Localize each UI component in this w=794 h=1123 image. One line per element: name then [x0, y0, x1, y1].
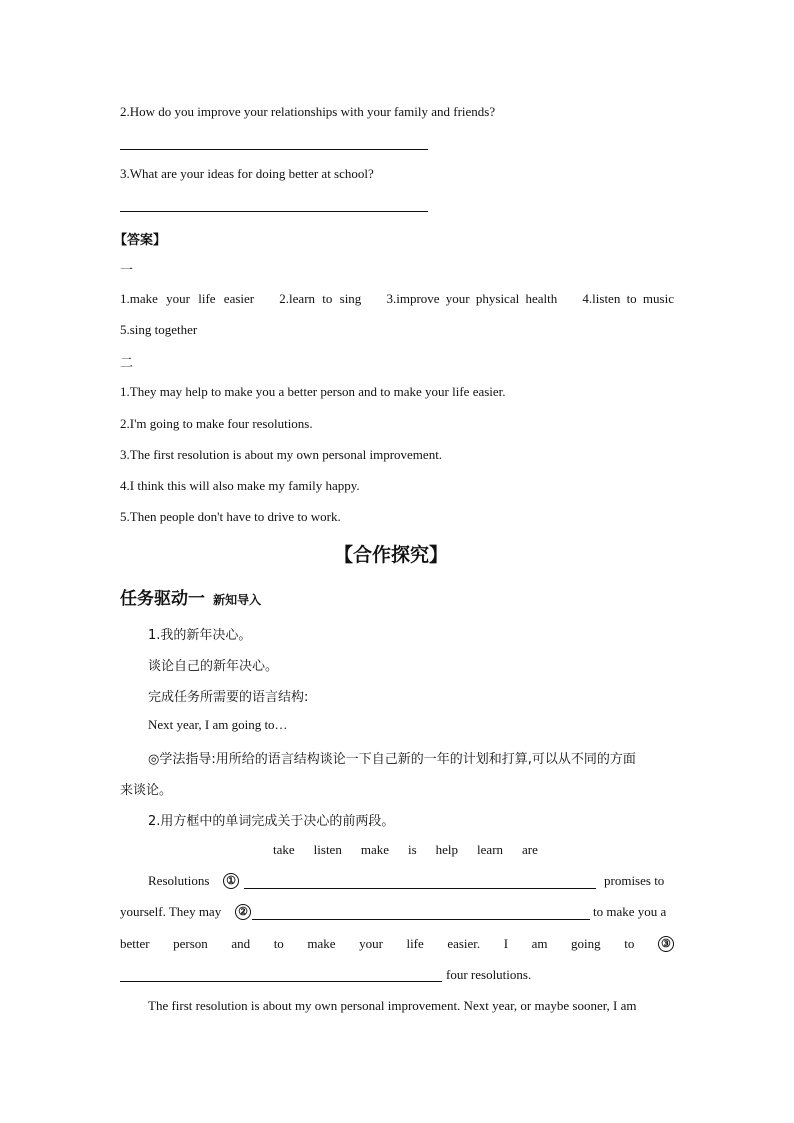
answer-item: 4.listen to music [582, 291, 674, 306]
word-option: is [407, 842, 417, 857]
task-title: 任务驱动一 [120, 589, 205, 609]
passage-word: better [120, 936, 150, 951]
item1-title: 1.我的新年决心。 [148, 628, 252, 643]
blank-number-2: ② [235, 904, 251, 920]
passage-line3 [120, 936, 674, 952]
passage-line2-end: to make you a [593, 904, 667, 919]
passage-word: easier. [447, 936, 481, 951]
question-3: 3.What are your ideas for doing better at school? [120, 166, 374, 181]
structure-label: 完成任务所需要的语言结构: [148, 690, 309, 705]
part1-answers [120, 291, 674, 307]
passage-line4-end: four resolutions. [446, 967, 532, 982]
question-2: 2.How do you improve your relationships with your family and friends? [120, 104, 496, 119]
study-guide-line1: ◎学法指导:用所给的语言结构谈论一下自己新的一年的计划和打算,可以从不同的方面 [148, 752, 636, 767]
structure-example: Next year, I am going to… [148, 717, 288, 732]
answer-line-q3[interactable] [120, 211, 428, 212]
answer-sentence: 1.They may help to make you a better person and to make your life easier. [120, 384, 506, 399]
blank-2[interactable] [252, 919, 590, 920]
answer-item: 2.learn to sing [279, 291, 362, 306]
word-box [273, 842, 538, 858]
task-subtitle: 新知导入 [213, 593, 262, 607]
word-option: listen [313, 842, 342, 857]
passage-word: life [406, 936, 424, 951]
word-option: learn [477, 842, 504, 857]
study-guide-line2: 来谈论。 [120, 783, 173, 798]
answer-item: 5.sing together [120, 322, 198, 337]
passage-line1-start: Resolutions [148, 873, 210, 888]
item1-desc: 谈论自己的新年决心。 [148, 659, 279, 674]
blank-number-1: ① [223, 873, 239, 889]
word-option: help [435, 842, 459, 857]
answer-heading: 【答案】 [114, 233, 167, 248]
answer-item: 1.make your life easier [120, 291, 255, 306]
blank-1-marker [223, 872, 239, 889]
word-option: make [360, 842, 389, 857]
blank-2-marker [235, 903, 251, 920]
blank-3[interactable] [120, 981, 442, 982]
answer-sentence: 5.Then people don't have to drive to work. [120, 509, 341, 524]
passage-word: person [173, 936, 208, 951]
passage-word: and [231, 936, 251, 951]
answer-line-q2[interactable] [120, 149, 428, 150]
blank-1[interactable] [244, 888, 596, 889]
passage-line5: The first resolution is about my own personal improvement. Next year, or maybe sooner, I am [148, 998, 637, 1013]
word-option: are [522, 842, 538, 857]
passage-word: make [307, 936, 336, 951]
item2-title: 2.用方框中的单词完成关于决心的前两段。 [148, 814, 395, 829]
passage-word: going [571, 936, 601, 951]
answer-sentence: 3.The first resolution is about my own personal improvement. [120, 447, 443, 462]
passage-word: I [503, 936, 509, 951]
passage-word: your [359, 936, 383, 951]
passage-word: am [531, 936, 548, 951]
passage-line2-start: yourself. They may [120, 904, 222, 919]
part2-label: 二 [120, 356, 134, 371]
passage-word: to [624, 936, 635, 951]
word-option: take [273, 842, 295, 857]
passage-word: to [273, 936, 284, 951]
part1-label: 一 [120, 263, 134, 278]
answer-item: 3.improve your physical health [386, 291, 558, 306]
task-title-row [120, 584, 261, 609]
passage-line1-end: promises to [604, 873, 665, 888]
section-title: 【合作探究】 [334, 544, 449, 566]
answer-sentence: 2.I'm going to make four resolutions. [120, 416, 313, 431]
blank-number-3: ③ [658, 936, 674, 952]
answer-sentence: 4.I think this will also make my family happy. [120, 478, 360, 493]
